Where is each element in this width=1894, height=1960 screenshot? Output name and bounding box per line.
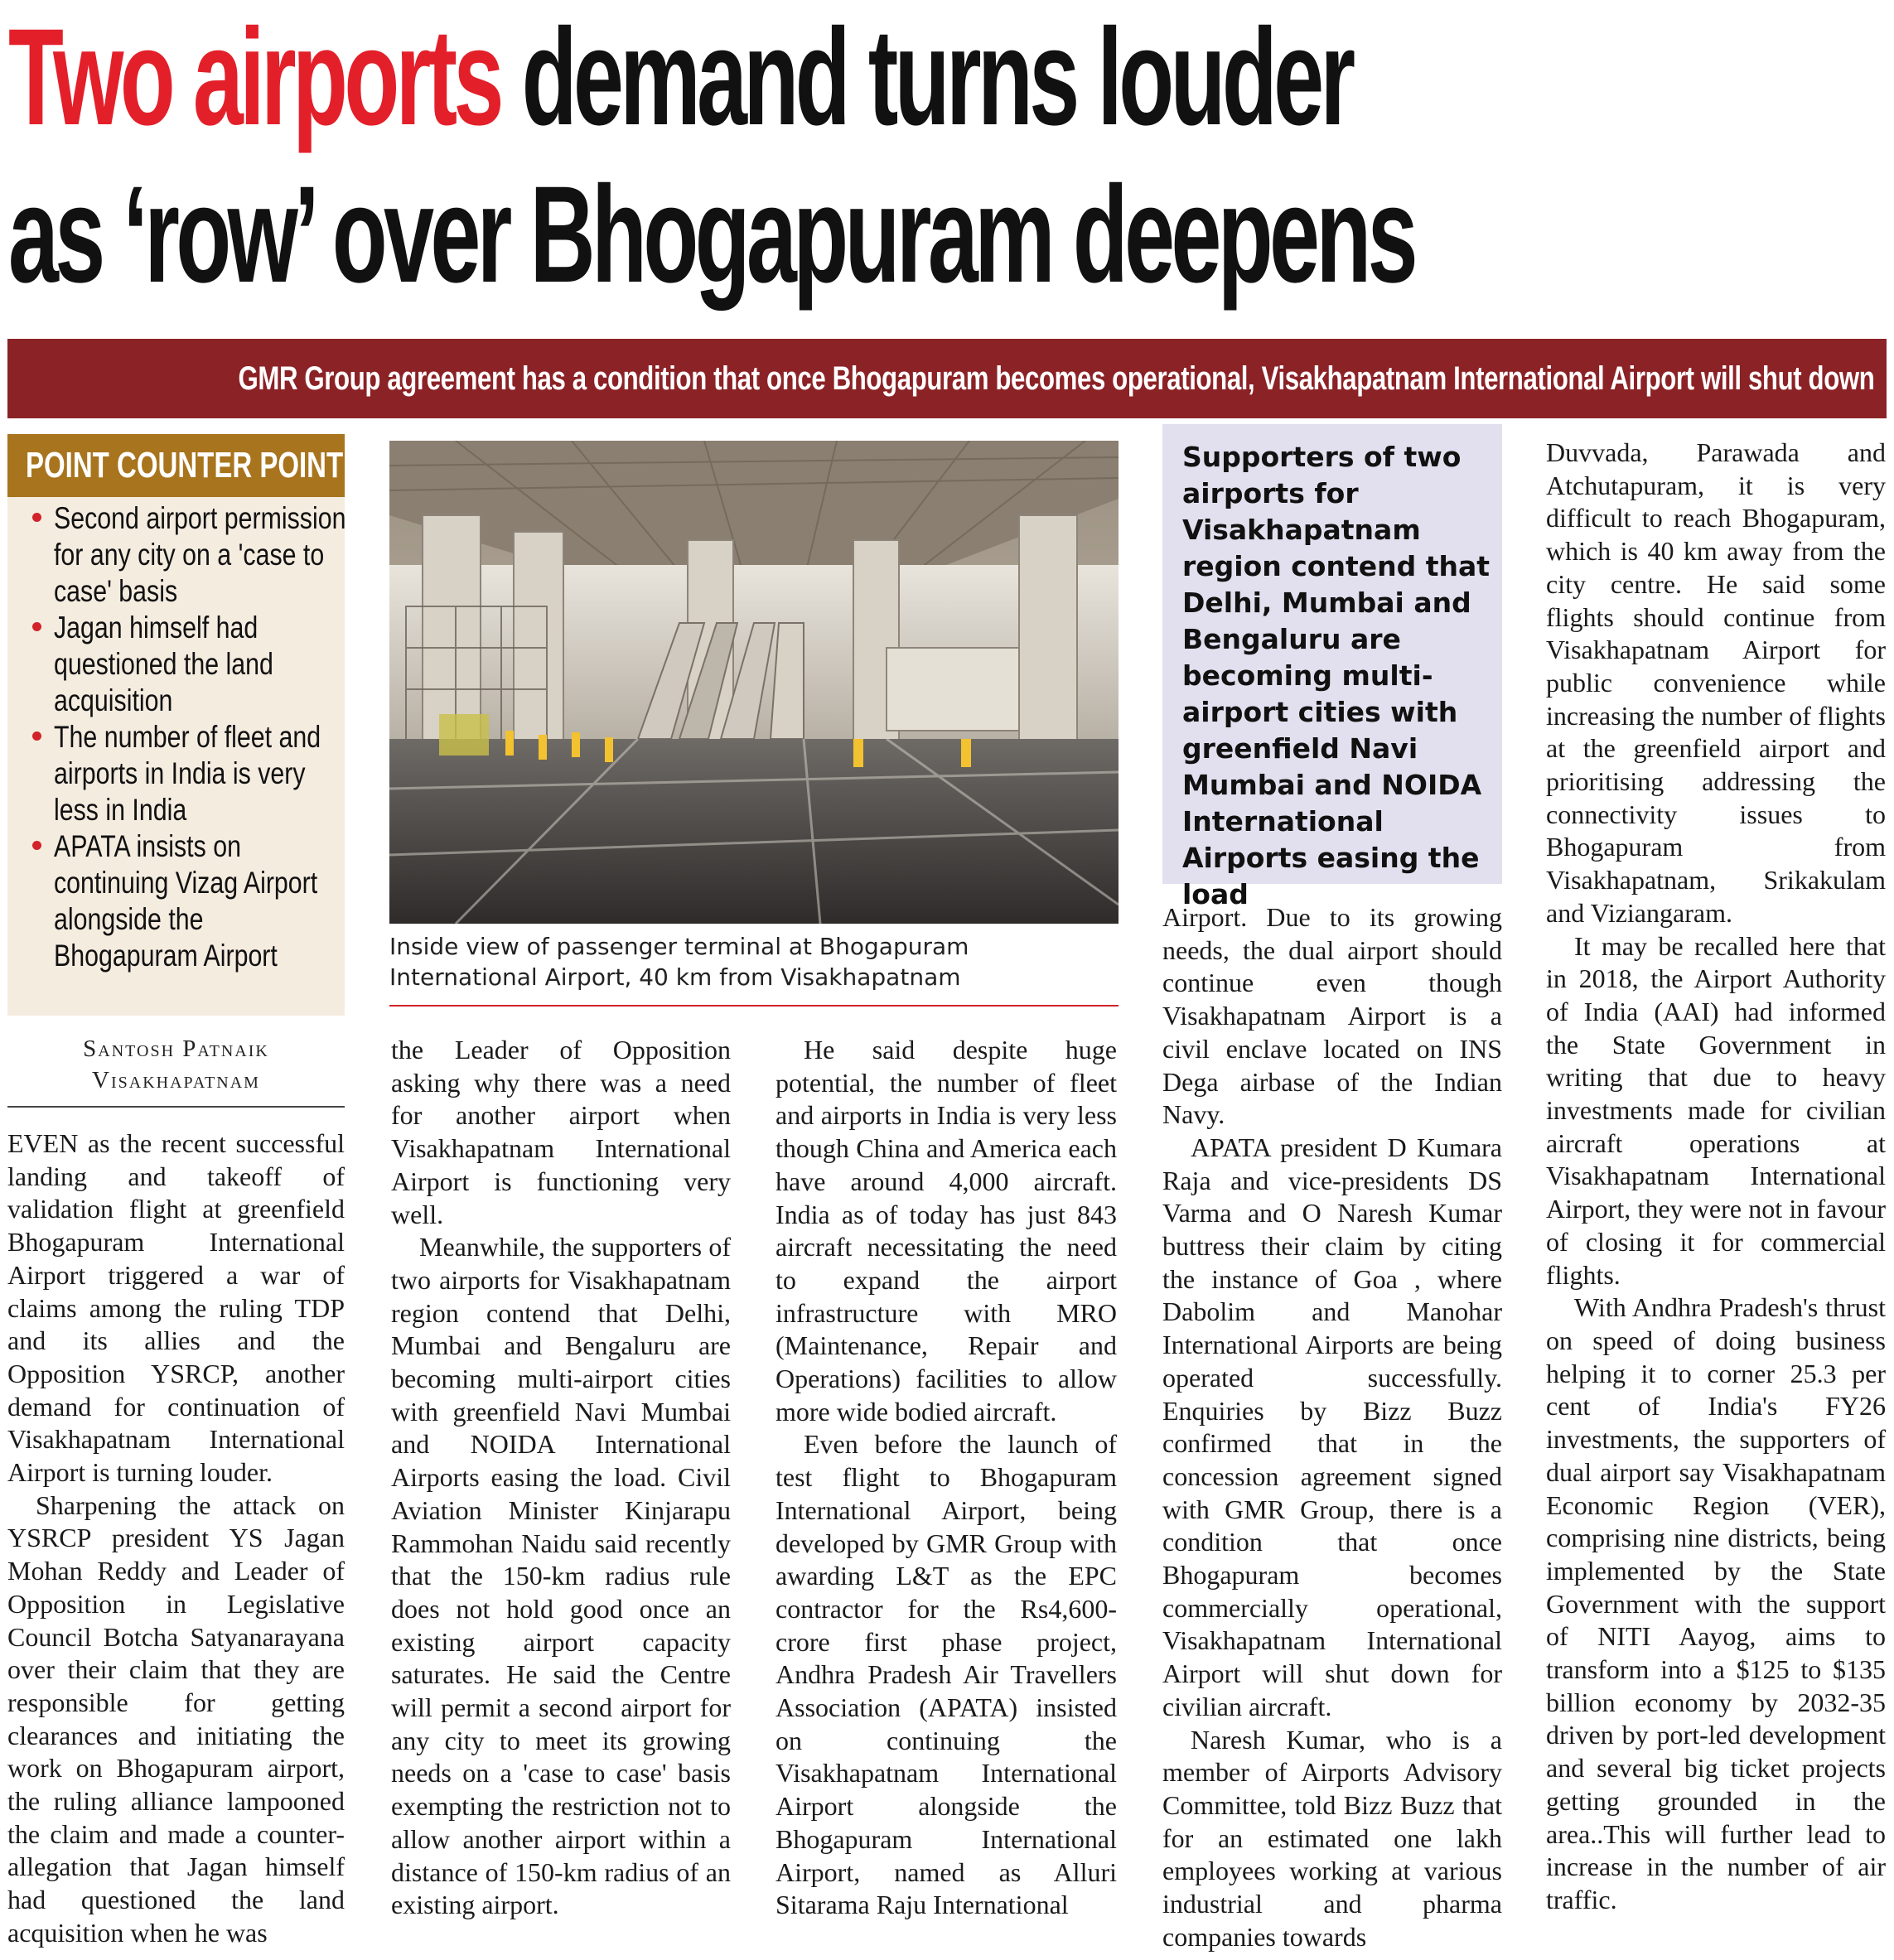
paragraph: Meanwhile, the supporters of two airports for Visakhapatnam region contend that Delhi, Mumbai and Bengaluru are becoming multi-airport cities with greenfield Navi Mumbai and NOIDA International Airports easing the load. Civil Aviation Minister Kinjarapu Rammohan Naidu said recently that the 150-km radius rule does not hold good once an existing airport capacity saturates. He said the Centre will permit a second airport for any city to meet its growing needs on a 'case to case' basis exempting the restriction not to allow another airport within a distance of 150-km radius of an existing airport. xyxy=(391,1232,731,1920)
byline-divider xyxy=(7,1106,345,1108)
paragraph: Airport. Due to its growing needs, the dual airport should continue even though Visakhapatnam Airport is a civil enclave located on INS Dega airbase of the Indian Navy. xyxy=(1162,902,1502,1130)
column-5 xyxy=(1546,437,1886,1917)
headline-line-2: as ‘row’ over Bhogapuram deepens xyxy=(8,158,1414,311)
byline-place: Visakhapatnam xyxy=(92,1067,260,1093)
headline-black-text: demand turns louder xyxy=(521,1,1352,154)
column-3 xyxy=(775,1034,1117,1922)
headline-red-text: Two airports xyxy=(8,1,500,154)
paragraph: Naresh Kumar, who is a member of Airports Advisory Committee, told Bizz Buzz that for an estimated one lakh employees working at various industrial and pharma companies towards xyxy=(1162,1724,1502,1952)
column-2 xyxy=(391,1034,731,1922)
caption-divider xyxy=(389,1005,1119,1007)
paragraph: EVEN as the recent successful landing and takeoff of validation flight at greenfield Bhogapuram International Airport triggered a war of claims among the ruling TDP and its allies and the Opposition YSRCP, another demand for continuation of Visakhapatnam International Airport is turning louder. xyxy=(7,1128,345,1488)
paragraph: It may be recalled here that in 2018, the Airport Authority of India (AAI) had informed the State Government in writing that due to heavy investments made for civilian aircraft operations at Visakhapatnam International Airport, they were not in favour of closing it for commercial flights. xyxy=(1546,930,1886,1290)
byline xyxy=(7,1033,345,1096)
pcp-item: The number of fleet and airports in India is very less in India xyxy=(7,719,345,828)
photo-caption: Inside view of passenger terminal at Bhogapuram International Airport, 40 km from Visakhapatnam xyxy=(389,933,969,991)
paragraph: He said despite huge potential, the number of fleet and airports in India is very less though China and America each have around 4,000 aircraft. India as of today has just 843 aircraft necessitating the need to expand the airport infrastructure with MRO (Maintenance, Repair and Operations) facilities to allow more wide bodied aircraft. xyxy=(775,1035,1117,1427)
bullet-icon xyxy=(32,841,41,850)
paragraph: APATA president D Kumara Raja and vice-presidents DS Varma and O Naresh Kumar buttress their claim by citing the instance of Goa , where Dabolim and Manohar International Airports are being operated successfully. Enquiries by Bizz Buzz confirmed that in the concession agreement signed with GMR Group, there is a condition that once Bhogapuram becomes commercially operational, Visakhapatnam International Airport will shut down for civilian aircraft. xyxy=(1162,1132,1502,1721)
pcp-item: Second airport permission for any city on a 'case to case' basis xyxy=(7,500,345,610)
paragraph: Even before the launch of test flight to Bhogapuram International Airport, being developed by GMR Group with awarding L&T as the EPC contractor for the Rs4,600-crore first phase project, Andhra Pradesh Air Travellers Association (APATA) insisted on continuing the Visakhapatnam International Airport alongside the Bhogapuram International Airport, named as Alluri Sitarama Raju International xyxy=(775,1429,1117,1920)
pcp-list xyxy=(7,497,345,974)
paragraph: Duvvada, Parawada and Atchutapuram, it is very difficult to reach Bhogapuram, which is 40 km away from the city centre. He said some flights should continue from Visakhapatnam Airport for public convenience while increasing the number of flights at the greenfield airport and prioritising addressing the connectivity issues to Bhogapuram from Visakhapatnam, Srikakulam and Viziangaram. xyxy=(1546,437,1886,928)
terminal-photo xyxy=(389,441,1119,924)
point-counter-point-box xyxy=(7,434,345,1016)
pcp-item: APATA insists on continuing Vizag Airport alongside the Bhogapuram Airport xyxy=(7,828,345,974)
bullet-icon xyxy=(32,731,41,741)
bullet-icon xyxy=(32,622,41,631)
byline-name: Santosh Patnaik xyxy=(83,1036,269,1062)
headline-line-1 xyxy=(8,0,1352,157)
column-4 xyxy=(1162,901,1502,1954)
paragraph: With Andhra Pradesh's thrust on speed of doing business helping it to corner 25.3 per cent of India's FY26 investments, the supporters of dual airport say Visakhapatnam Economic Region (VER), comprising nine districts, being implemented by the State Government with the support of NITI Aayog, aims to transform into a $125 to $135 billion economy by 2032-35 driven by port-led development and several big ticket projects getting grounded in the area..This will further lead to increase in the number of air traffic. xyxy=(1546,1292,1886,1914)
column-1 xyxy=(7,1127,345,1950)
deck-text: GMR Group agreement has a condition that once Bhogapuram becomes operational, Visakhapatnam International Airport will shut down xyxy=(238,360,1875,397)
headline xyxy=(8,0,1414,315)
pcp-item: Jagan himself had questioned the land acquisition xyxy=(7,610,345,719)
pull-quote: Supporters of two airports for Visakhapatnam region contend that Delhi, Mumbai and Bengaluru are becoming multi-airport cities with greenfield Navi Mumbai and NOIDA International Airports easing the load xyxy=(1162,424,1502,884)
pcp-title: POINT COUNTER POINT xyxy=(7,434,345,497)
bullet-icon xyxy=(32,513,41,522)
paragraph: Sharpening the attack on YSRCP president YS Jagan Mohan Reddy and Leader of Opposition in Legislative Council Botcha Satyanarayana over their claim that they are responsible for getting clearances and initiating the work on Bhogapuram airport, the ruling alliance lampooned the claim and made a counter-allegation that Jagan himself had questioned the land acquisition when he was xyxy=(7,1489,345,1948)
deck-band xyxy=(7,339,1887,418)
paragraph: the Leader of Opposition asking why there was a need for another airport when Visakhapatnam International Airport is functioning very well. xyxy=(391,1035,731,1229)
